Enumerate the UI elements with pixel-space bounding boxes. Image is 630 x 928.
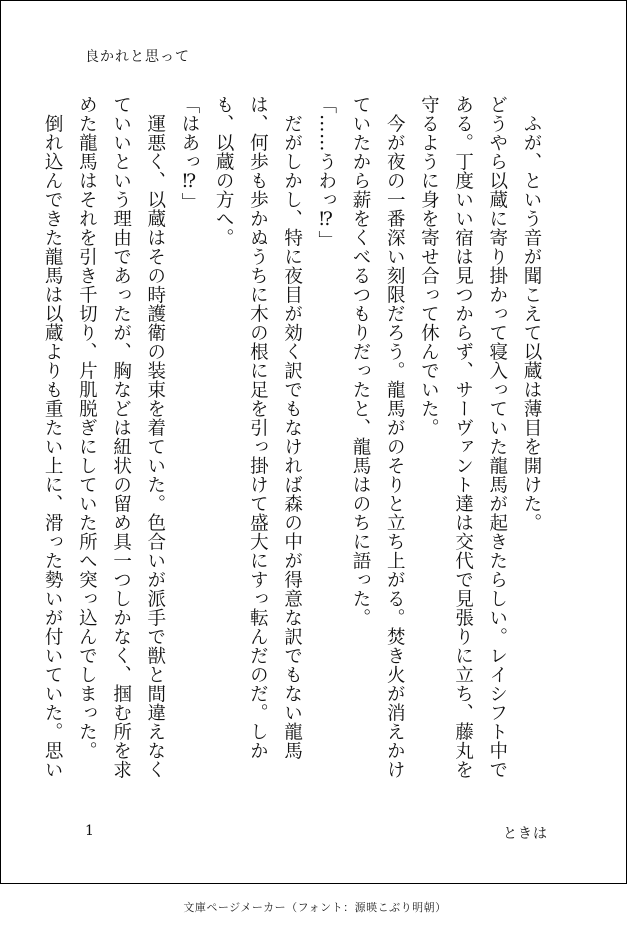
- paragraph: 倒れ込んできた龍馬は以蔵よりも重たい上に、滑った勢いが付いていた。思い: [42, 95, 64, 779]
- body-text: [42, 95, 548, 785]
- dialogue-line: 「……うわっ⁉」: [315, 95, 337, 250]
- running-header-title: 良かれと思って: [85, 49, 190, 65]
- paragraph: 今が夜の一番深い刻限だろう。龍馬がのそりと立ち上がる。焚き火が消えかけていたから薪をくべるつもりだったと、龍馬はのちに語った。: [349, 95, 406, 779]
- page-number: 1: [85, 823, 94, 839]
- paragraph: だがしかし、特に夜目が効く訳でもなければ森の中が得意な訳でもない龍馬は、何歩も歩かぬうちに木の根に足を引っ掛けて盛大にすっ転んだのだ。しかも、以蔵の方へ。: [213, 95, 303, 760]
- generator-credit: 文庫ページメーカー（フォント：源暎こぶり明朝）: [183, 901, 447, 914]
- author-name: ときは: [503, 826, 548, 842]
- paragraph: ふが、という音が聞こえて以蔵は薄目を開けた。: [521, 95, 542, 532]
- paragraph: 運悪く、以蔵はその時護衛の装束を着ていた。色合いが派手で獣と間違えなくていいという理由であったが、胸などは紐状の留め具一つしかなく、掴む所を求めた龍馬はそれを引き千切り、片肌脱ぎにしていた所へ突っ込んでしまった。: [76, 95, 166, 779]
- paragraph: どうやら以蔵に寄り掛かって寝入っていた龍馬が起きたらしい。レイシフト中である。丁度いい宿は見つからず、サーヴァント達は交代で見張りに立ち、藤丸を守るように身を寄せ合って休んでいた。: [418, 95, 508, 779]
- dialogue-line: 「はあっ⁉」: [178, 95, 200, 212]
